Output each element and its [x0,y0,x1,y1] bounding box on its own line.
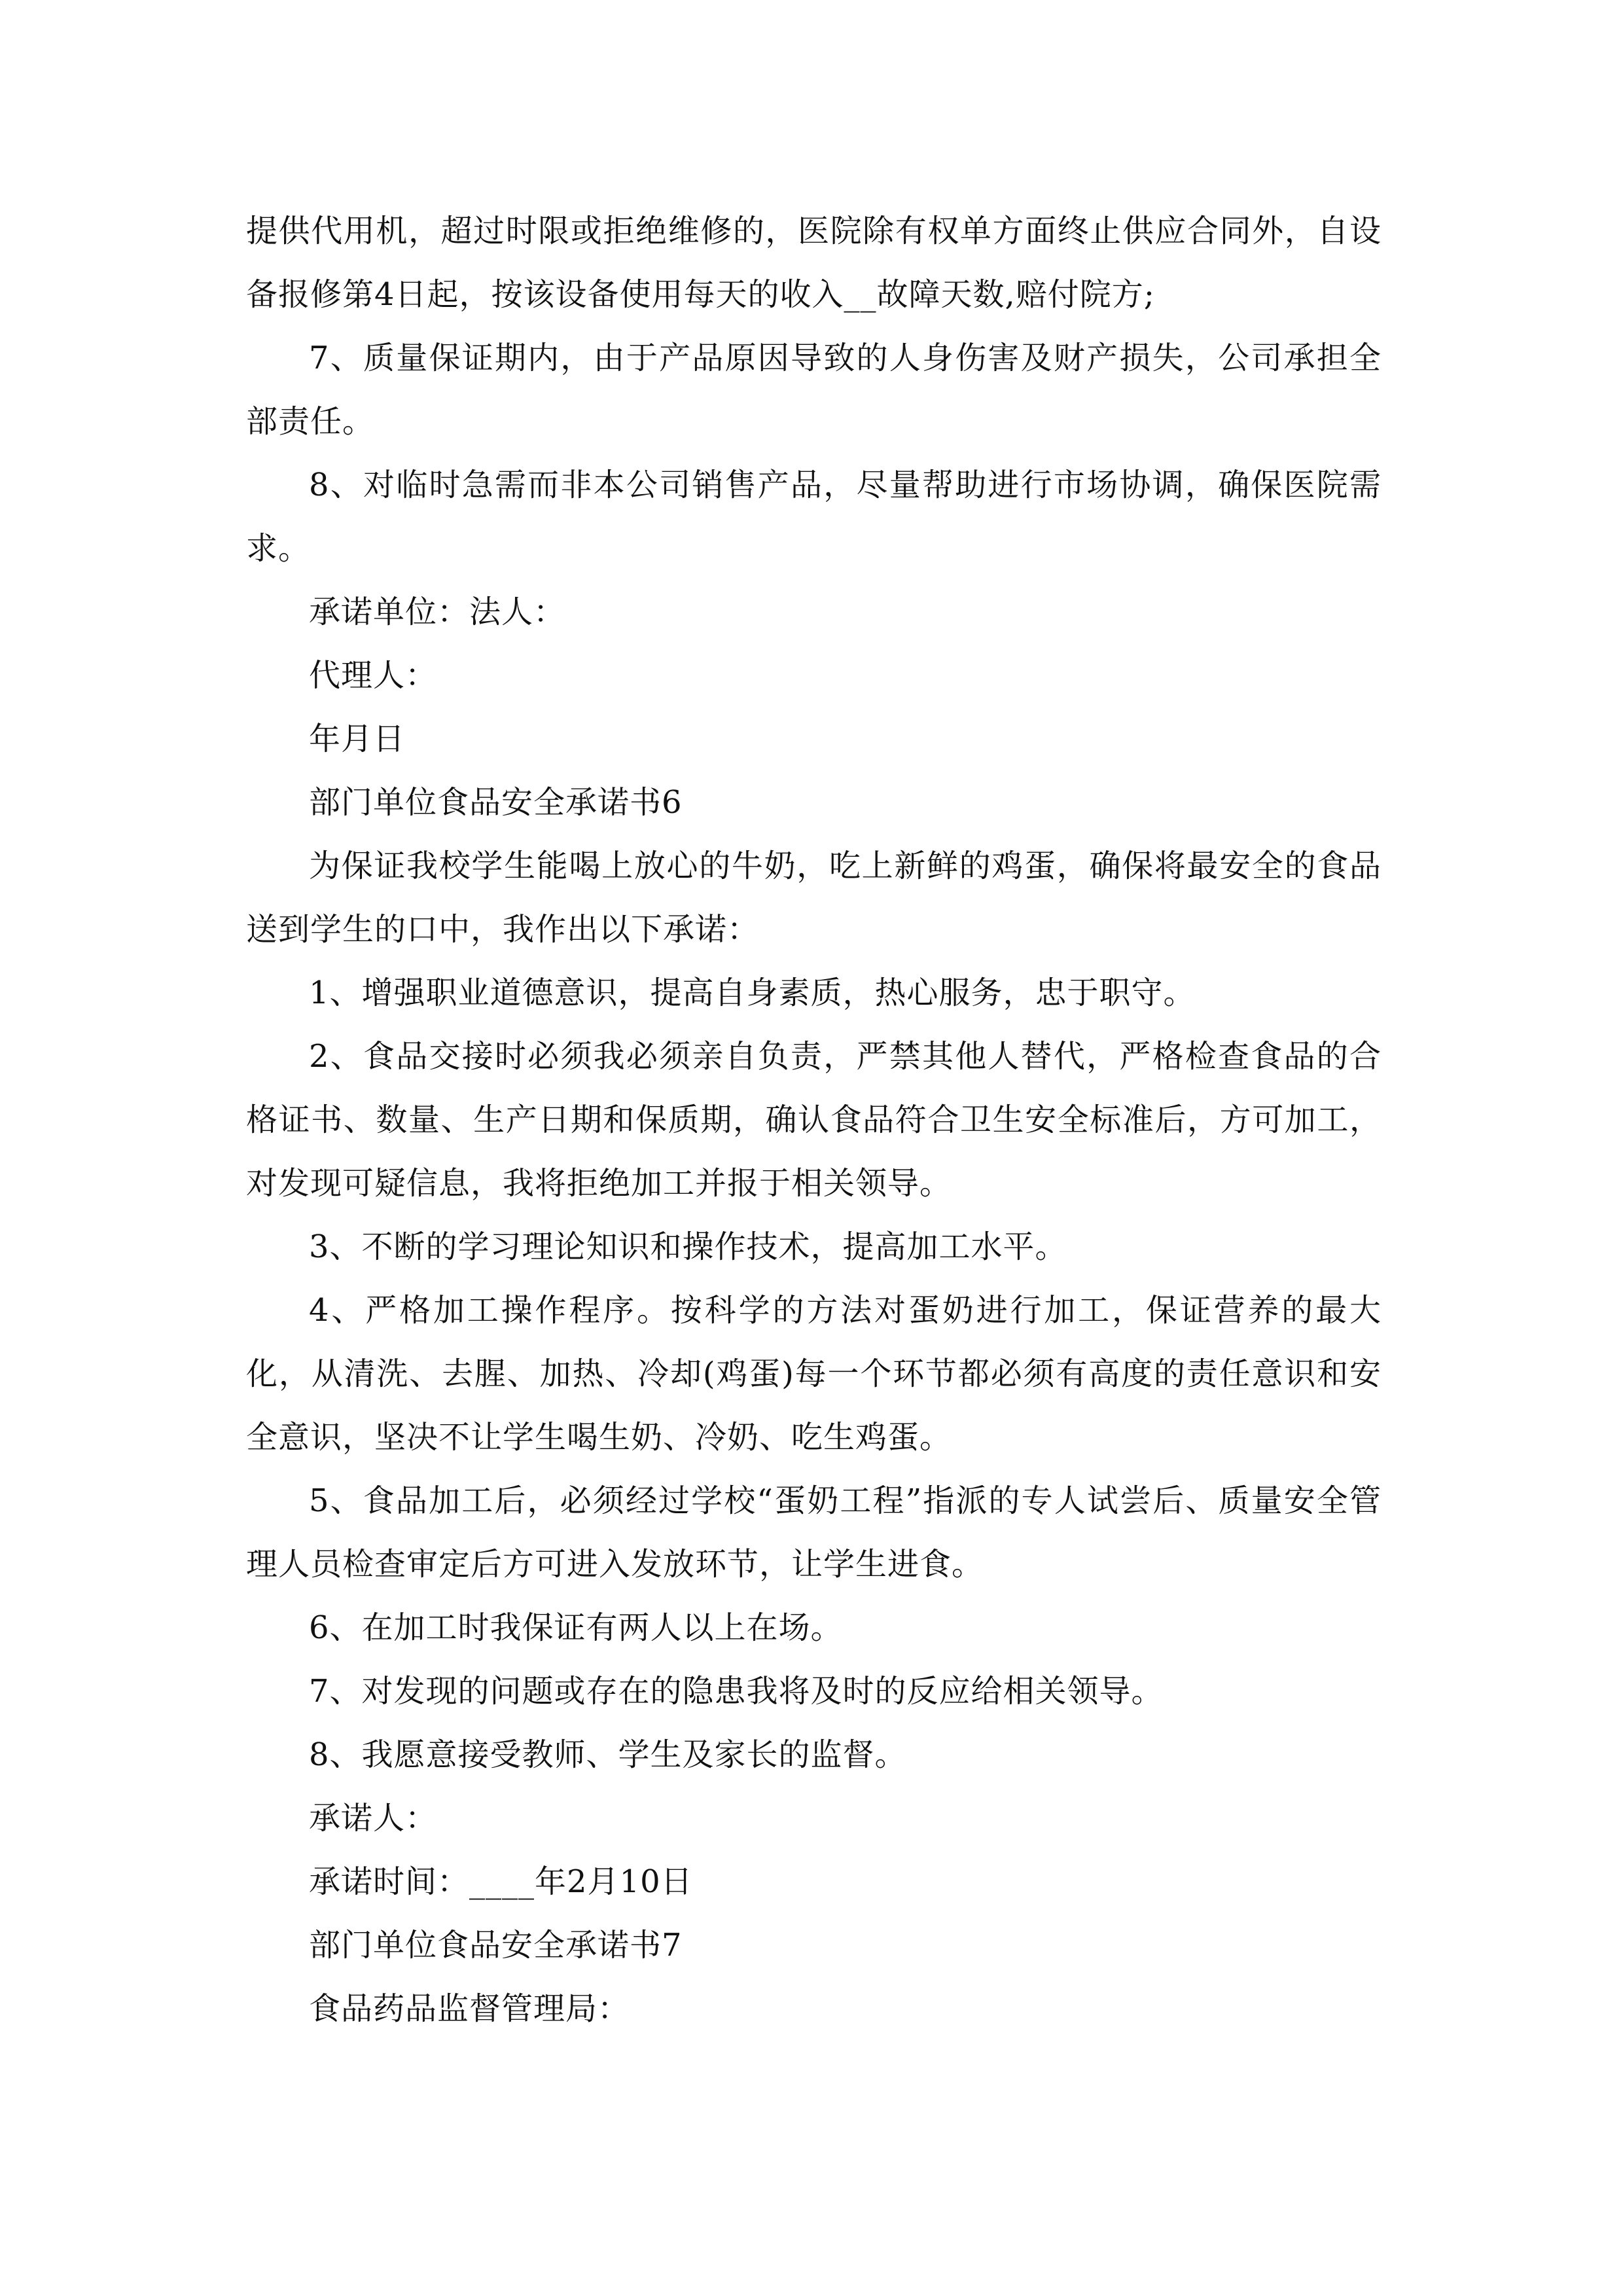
signature-unit-line: 承诺单位：法人： [309,594,566,630]
signature-date-line: 年月日 [309,721,406,757]
paragraph-item-8: 8、我愿意接受教师、学生及家长的监督。 [309,1736,907,1773]
paragraph-intro-6: 为保证我校学生能喝上放心的牛奶，吃上新鲜的鸡蛋，确保将最安全的食品送到学生的口中，我作出以下承诺： [246,848,1382,948]
signature-agent-line: 代理人： [309,657,438,694]
section-heading-7: 部门单位食品安全承诺书7 [309,1927,683,1964]
paragraph-repair-clause-continued: 提供代用机，超过时限或拒绝维修的，医院除有权单方面终止供应合同外，自设备报修第4日起，按该设备使用每天的收入__故障天数,赔付院方; [246,213,1382,313]
section-heading-6: 部门单位食品安全承诺书6 [309,784,683,821]
paragraph-item-4: 4、严格加工操作程序。按科学的方法对蛋奶进行加工，保证营养的最大化，从清洗、去腥、加热、冷却(鸡蛋)每一个环节都必须有高度的责任意识和安全意识，坚决不让学生喝生奶、冷奶、吃生鸡蛋。 [246,1292,1382,1456]
signature-time-line: 承诺时间：____年2月10日 [309,1863,693,1900]
addressee-line: 食品药品监督管理局： [309,1990,630,2027]
paragraph-item-7-quality: 7、质量保证期内，由于产品原因导致的人身伤害及财产损失，公司承担全部责任。 [246,340,1382,440]
signature-promiser-line: 承诺人： [309,1800,438,1837]
paragraph-item-3: 3、不断的学习理论知识和操作技术，提高加工水平。 [309,1229,1067,1265]
document-body [246,200,1382,2041]
paragraph-item-8-market: 8、对临时急需而非本公司销售产品，尽量帮助进行市场协调，确保医院需求。 [246,467,1382,567]
paragraph-item-2: 2、食品交接时必须我必须亲自负责，严禁其他人替代，严格检查食品的合格证书、数量、生产日期和保质期，确认食品符合卫生安全标准后，方可加工，对发现可疑信息，我将拒绝加工并报于相关领导。 [246,1038,1382,1202]
paragraph-item-5: 5、食品加工后，必须经过学校“蛋奶工程”指派的专人试尝后、质量安全管理人员检查审定后方可进入发放环节，让学生进食。 [246,1482,1382,1583]
paragraph-item-6: 6、在加工时我保证有两人以上在场。 [309,1609,843,1646]
paragraph-item-1: 1、增强职业道德意识，提高自身素质，热心服务，忠于职守。 [309,975,1196,1011]
paragraph-item-7: 7、对发现的问题或存在的隐患我将及时的反应给相关领导。 [309,1673,1164,1710]
